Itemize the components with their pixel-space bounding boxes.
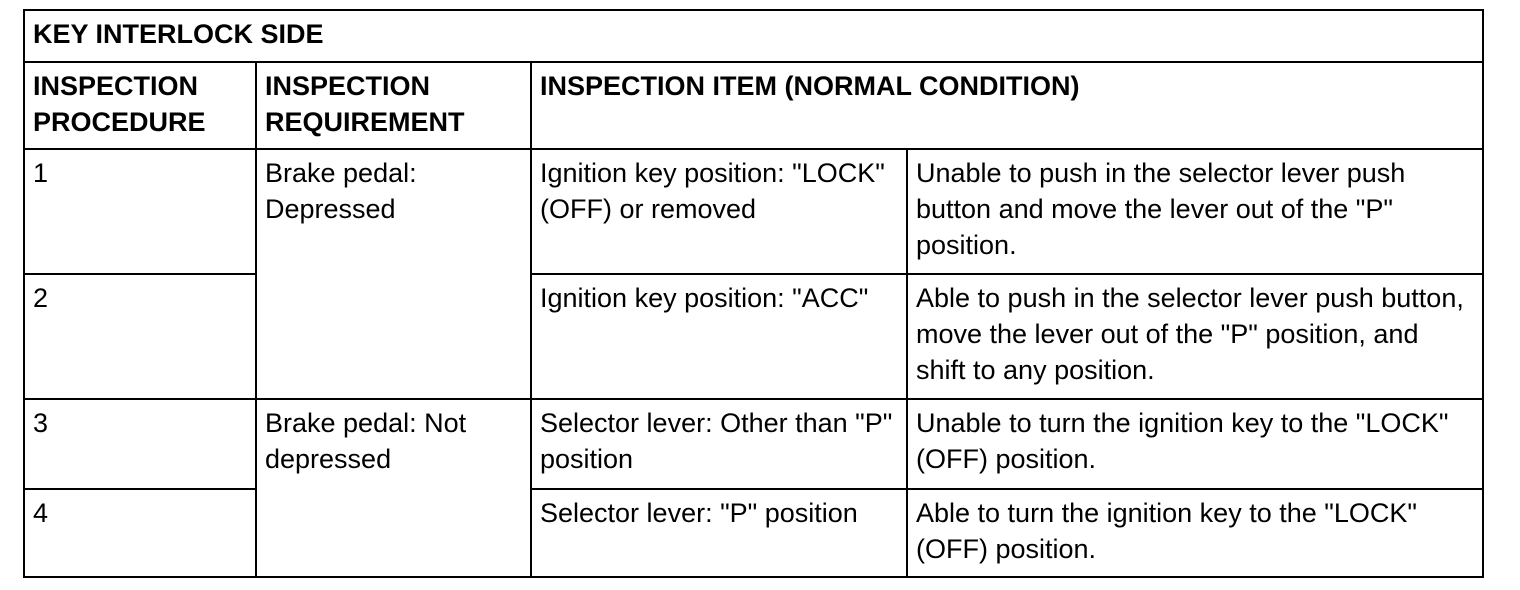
table-row <box>24 149 1483 274</box>
header-inspection-item: INSPECTION ITEM (NORMAL CONDITION) <box>531 62 1483 149</box>
inspection-requirement: Brake pedal: Not depressed <box>256 399 531 577</box>
procedure-number: 2 <box>24 274 256 399</box>
inspection-item: Ignition key position: "LOCK" (OFF) or removed <box>531 149 907 274</box>
inspection-item: Ignition key position: "ACC" <box>531 274 907 399</box>
table-header-row <box>24 62 1483 149</box>
table-row <box>24 489 1483 577</box>
procedure-number: 3 <box>24 399 256 489</box>
inspection-item: Selector lever: Other than "P" position <box>531 399 907 489</box>
normal-condition: Able to push in the selector lever push button, move the lever out of the "P" position, and shift to any position. <box>907 274 1483 399</box>
key-interlock-table <box>23 9 1484 578</box>
inspection-requirement: Brake pedal: Depressed <box>256 149 531 399</box>
inspection-item: Selector lever: "P" position <box>531 489 907 577</box>
procedure-number: 4 <box>24 489 256 577</box>
normal-condition: Unable to turn the ignition key to the "LOCK" (OFF) position. <box>907 399 1483 489</box>
table-title: KEY INTERLOCK SIDE <box>24 10 1483 62</box>
normal-condition: Unable to push in the selector lever push button and move the lever out of the "P" position. <box>907 149 1483 274</box>
table-row <box>24 399 1483 489</box>
header-inspection-requirement: INSPECTION REQUIREMENT <box>256 62 531 149</box>
table-row <box>24 274 1483 399</box>
normal-condition: Able to turn the ignition key to the "LOCK" (OFF) position. <box>907 489 1483 577</box>
header-inspection-procedure: INSPECTION PROCEDURE <box>24 62 256 149</box>
procedure-number: 1 <box>24 149 256 274</box>
table-title-row <box>24 10 1483 62</box>
